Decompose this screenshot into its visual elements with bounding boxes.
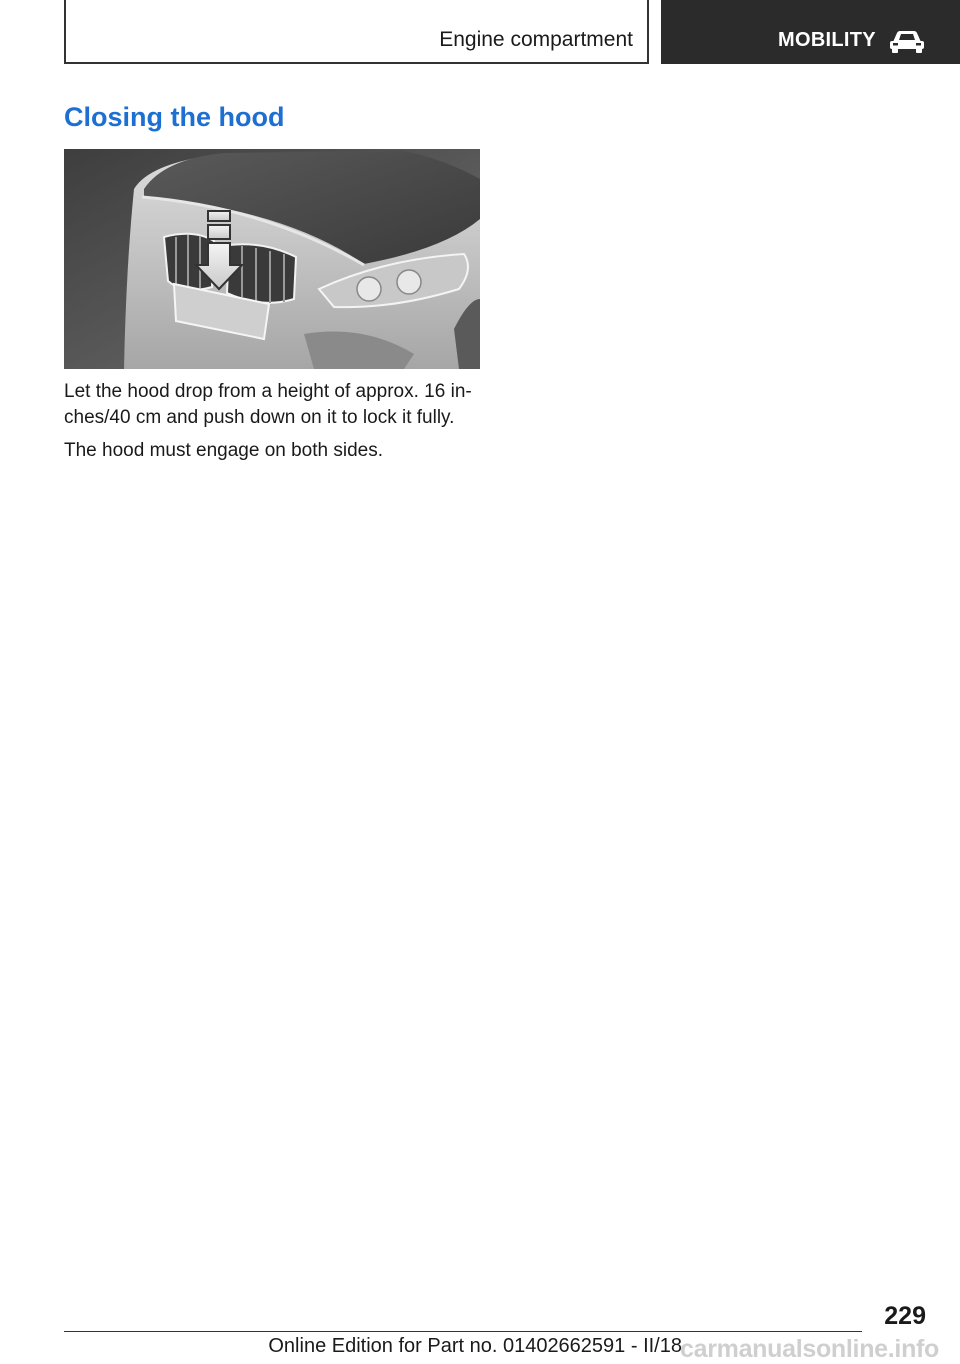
car-front-hood-arrow-illustration (64, 149, 480, 369)
page-number: 229 (884, 1302, 926, 1330)
section-heading: Closing the hood (64, 102, 285, 132)
footer-divider (64, 1331, 862, 1332)
section-label: MOBILITY (778, 29, 876, 51)
section-tab (661, 0, 960, 64)
chapter-header (64, 0, 649, 64)
edition-text: Online Edition for Part no. 01402662591 - II/18 (268, 1335, 682, 1357)
instruction-paragraph: Let the hood drop from a height of approx. 16 in‐ ches/40 cm and push down on it to lock it fully. (64, 381, 472, 428)
chapter-title: Engine compartment (439, 28, 633, 51)
note-paragraph: The hood must engage on both sides. (64, 440, 384, 461)
watermark: carmanualsonline.info (680, 1335, 940, 1363)
car-icon (889, 28, 925, 54)
